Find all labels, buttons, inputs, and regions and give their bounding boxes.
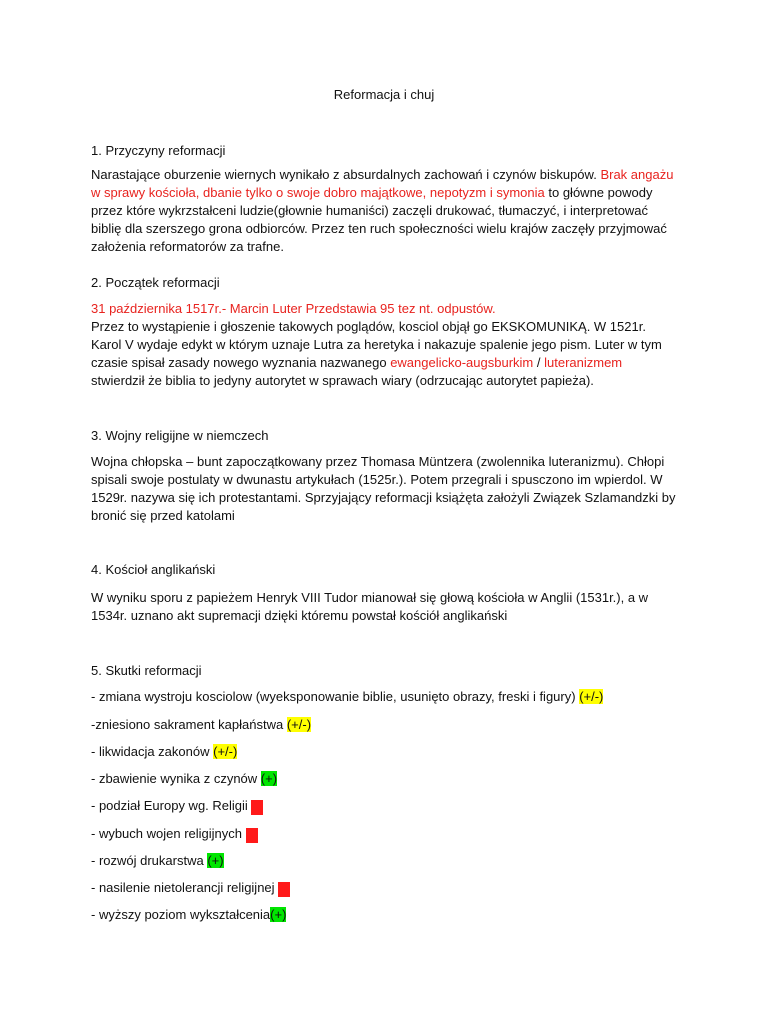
section-4-paragraph: W wyniku sporu z papieżem Henryk VIII Tudor mianował się głową kościoła w Anglii (1531r.), a w 1534r. uznano akt supremacji dzięki któremu powstał kościół anglikański [91,590,649,623]
section-1-heading: 1. Przyczyny reformacji [91,143,226,158]
effect-text: -zniesiono sakrament kapłaństwa [91,717,287,732]
s2-sep: / [533,355,545,370]
effect-item [91,770,277,788]
effect-text: - zmiana wystroju kosciolow (wyeksponowanie biblie, usunięto obrazy, freski i figury) [91,689,580,704]
effect-mark-positive: (+) [270,907,287,922]
s2-red-1: ewangelicko-augsburkim [390,355,534,370]
effect-item [91,716,311,734]
effect-item [91,743,237,761]
effect-item [91,852,224,870]
s1-text-a: Narastające oburzenie wiernych wynikało z absurdalnych zachowań i czynów biskupów. [91,167,601,182]
effect-text: - zbawienie wynika z czynów [91,771,261,786]
effect-mark-mixed: (+/-) [213,744,238,759]
effect-text: - nasilenie nietolerancji religijnej [91,880,279,895]
section-4-heading: 4. Kościoł anglikański [91,562,216,577]
s1-red-text: Brak angażu w sprawy kościoła, dbanie tylko o swoje dobro majątkowe, nepotyzm i symonia [91,167,674,200]
section-3-paragraph: Wojna chłopska – bunt zapoczątkowany przez Thomasa Müntzera (zwolennika luteranizmu). Chłopi spisali swoje postulaty w dwunastu artykułach (1525r.). Potem przegrali i spusczono im wpierdol. W 1529r. nazywa się ich protestantami. Sprzyjający reformacji książęta założyli Związek Szlamandzki by bronić się przed katolami [91,454,676,523]
effect-text: - podział Europy wg. Religii [91,798,252,813]
effect-mark-mixed: (+/-) [579,689,604,704]
effect-item [91,906,286,924]
effect-item [91,879,290,897]
effect-mark-negative [251,800,263,815]
s2-red-2: luteranizmem [544,355,623,370]
effect-mark-positive: (+) [260,771,278,786]
s2-text-a: Przez to wystąpienie i głoszenie takowych poglądów, kosciol objął go EKSKOMUNIKĄ. W 1521r. Karol V wydaje edykt w którym uznaje Lutra za heretyka i nakazuje spalenie jego pism. Luter w tym czasie spisał zasady nowego wyznania nazwanego [91,319,662,370]
effect-item [91,688,603,706]
document-title: Reformacja i chuj [333,87,435,102]
s2-text-b: stwierdził że biblia to jedyny autorytet w sprawach wiary (odrzucając autorytet papieża). [91,373,594,388]
effect-text: - wybuch wojen religijnych [91,826,246,841]
effect-mark-negative [246,828,258,843]
section-3-heading: 3. Wojny religijne w niemczech [91,428,269,443]
effect-mark-positive: (+) [207,853,224,868]
section-2-paragraph [91,318,679,390]
section-2-red-line: 31 października 1517r.- Marcin Luter Przedstawia 95 tez nt. odpustów. [91,301,496,316]
effect-text: - likwidacja zakonów [91,744,214,759]
section-5-heading: 5. Skutki reformacji [91,663,202,678]
effect-mark-mixed: (+/-) [286,717,312,732]
effect-mark-negative-text: (-) [251,806,260,815]
s1-text-b: to główne powody przez które wykrzstałceni ludzie(głownie humaniści) zaczęli drukować, tłumaczyć, i interpretować biblię dla szerszego grona odbiorców. Przez ten ruch społeczności wielu krajów zaczęły przyjmować założenia reformatorów za trafne. [91,185,667,254]
section-1-paragraph [91,166,679,256]
effect-item [91,797,263,815]
effect-mark-negative-text: (-) [278,888,287,897]
effect-mark-negative [278,882,290,897]
effect-text: - wyższy poziom wykształcenia [91,907,271,922]
effect-text: - rozwój drukarstwa [91,853,208,868]
effect-mark-negative-text: (-) [245,834,254,843]
section-2-heading: 2. Początek reformacji [91,275,220,290]
effect-item [91,825,258,843]
